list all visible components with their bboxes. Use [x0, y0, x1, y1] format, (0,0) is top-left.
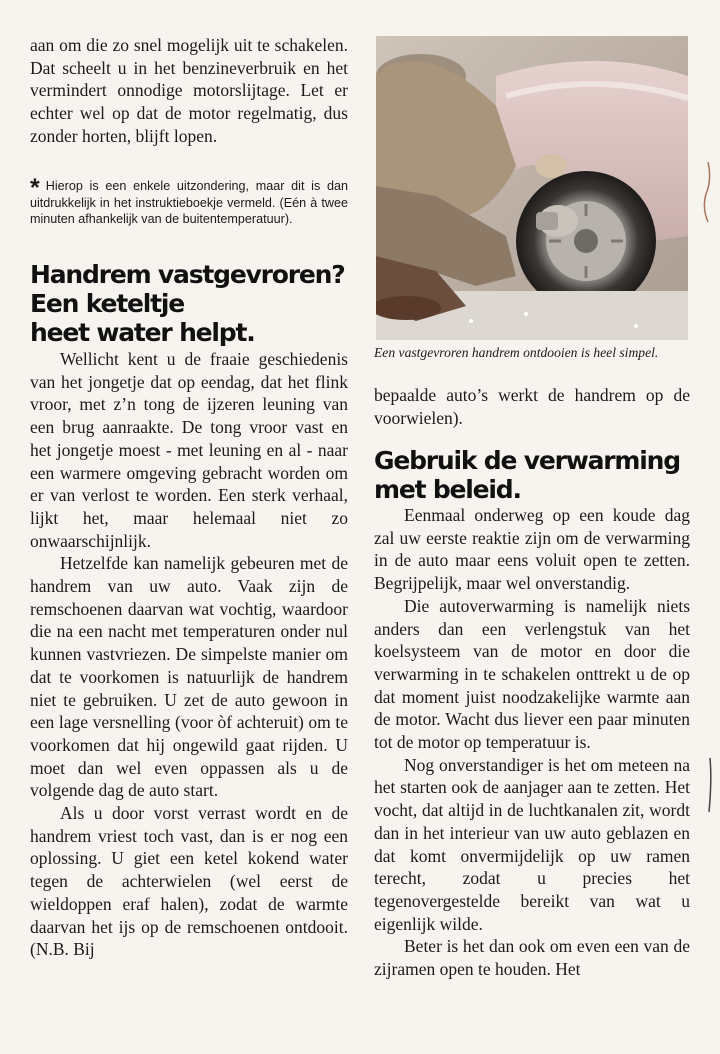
handrem-body [30, 348, 348, 961]
pencil-mark-top [700, 160, 714, 240]
body-paragraph: Wellicht kent u de fraaie geschiedenis van het jongetje dat op eendag, dat het flink vroor, met z’n tong de ijzeren leuning van een brug aanraakte. De tong vroor vast en het jongetje moest - met leuning en al - naar een warmere omgeving gebracht worden om er van verlost te worden. Een sterk verhaal, lijkt het, maar helemaal niet zo onwaarschijnlijk. [30, 349, 348, 551]
heading-verwarming-line: Gebruik de verwarming [374, 446, 680, 475]
body-paragraph: Als u door vorst verrast wordt en de handrem vriest toch vast, dan is er nog een oplossing. U giet een ketel kokend water tegen de achterwielen (wel eerst de wieldoppen eraf halen), zodat de warmte daarvan het ijs op de remschoenen ontdooit. (N.B. Bij [30, 803, 348, 960]
pencil-mark-bottom [704, 756, 716, 816]
photo-caption: Een vastgevroren handrem ontdooien is heel simpel. [374, 345, 659, 360]
body-paragraph: Beter is het dan ook om even een van de zijramen open te houden. Het [374, 936, 690, 980]
body-paragraph: Die autoverwarming is namelijk niets anders dan een verlengstuk van het koelsysteem van de motor en door die verwarming in te schakelen onttrekt u de op dat moment juist noodzakelijke warmte aan de motor. Wacht dus liever een paar minuten tot de motor op temperatuur is. [374, 595, 690, 753]
heading-handrem-line: heet water helpt. [30, 318, 255, 347]
heading-handrem-line: Handrem vastgevroren? [30, 260, 345, 289]
footnote-text: Hierop is een enkele uitzondering, maar dit is dan uitdrukkelijk in het instruktieboekje vermeld. (Eén à twee minuten afhankelijk van de buitentemperatuur). [30, 179, 348, 226]
handbrake-thaw-photo [376, 36, 688, 340]
body-paragraph: Hetzelfde kan namelijk gebeuren met de handrem van uw auto. Vaak zijn de remschoenen daarvan wat vochtig, waardoor die na een nacht met temperaturen onder nul kunnen vastvriezen. De simpelste manier om dat te voorkomen is natuurlijk de handrem niet te gebruiken. U zet de auto gewoon in een lage versnelling (voor òf achteruit) om te voorkomen dat hij ongewild gaat rijden. U moet dan wel even oppassen als u de volgende dag de auto start. [30, 553, 348, 801]
intro-paragraph: aan om die zo snel mogelijk uit te schakelen. Dat scheelt u in het benzineverbruik en het vermindert onnodige motorslijtage. Let er echter wel op dat de motor regelmatig, dus zonder horten, blijft lopen. [30, 35, 348, 146]
asterisk-icon: * [30, 174, 40, 202]
verwarming-body [374, 504, 690, 981]
footnote [30, 174, 348, 228]
body-paragraph: Nog onverstandiger is het om meteen na het starten ook de aanjager aan te zetten. Het vocht, dat altijd in de luchtkanalen zit, wordt dan in het interieur van uw auto geblazen en dat komt onvermijdelijk op uw ramen terecht, zodat u precies het tegenovergestelde bereikt van wat u eigenlijk wilde. [374, 754, 690, 934]
continued-paragraph: bepaalde auto’s werkt de handrem op de voorwielen). [374, 385, 690, 428]
heading-handrem [30, 260, 360, 347]
heading-handrem-line: Een keteltje [30, 289, 184, 318]
body-paragraph: Eenmaal onderweg op een koude dag zal uw eerste reaktie zijn om de verwarming in de auto maar eens voluit open te zetten. Begrijpelijk, maar wel onverstandig. [374, 505, 690, 594]
heading-verwarming [374, 446, 694, 504]
photo-illustration [376, 36, 688, 340]
heading-verwarming-line: met beleid. [374, 475, 521, 504]
